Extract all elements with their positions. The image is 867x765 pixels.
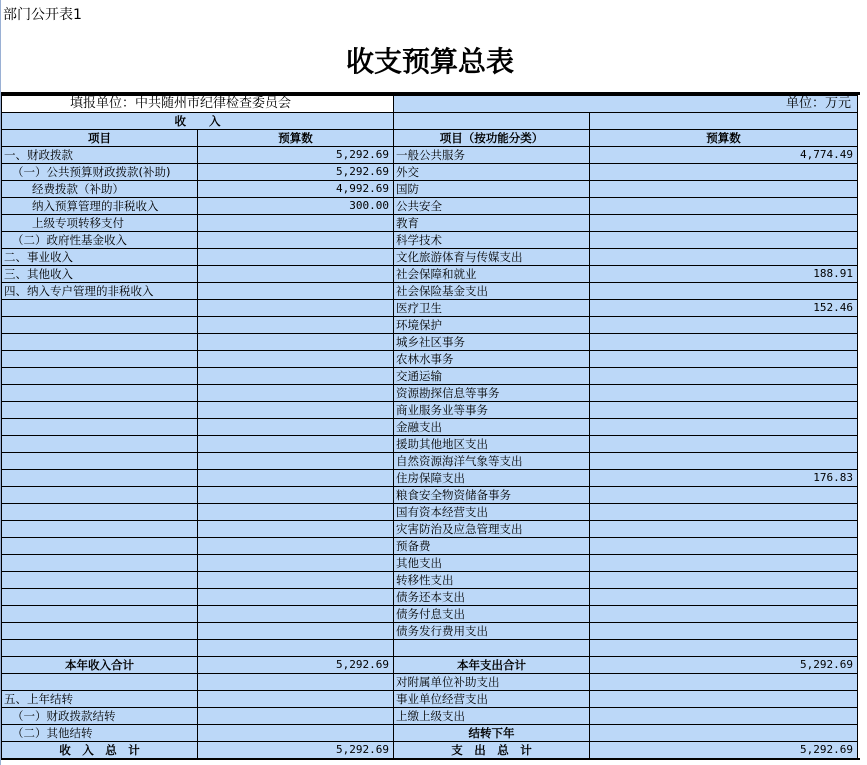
- expense-section-spacer-2: [590, 113, 858, 130]
- table-row: [2, 402, 858, 419]
- page-title: 收支预算总表: [345, 45, 514, 78]
- income-item: [2, 402, 198, 419]
- unit-row: [2, 96, 858, 113]
- table-row: [2, 385, 858, 402]
- income-amount: 5,292.69: [198, 147, 394, 164]
- expense-item: 国防: [394, 181, 590, 198]
- expense-amount: [590, 317, 858, 334]
- expense-amount: [590, 453, 858, 470]
- table-row: [2, 708, 858, 725]
- income-item: [2, 572, 198, 589]
- income-amount: 5,292.69: [198, 164, 394, 181]
- expense-item: 金融支出: [394, 419, 590, 436]
- year-total-row: [2, 657, 858, 674]
- income-amount: [198, 470, 394, 487]
- expense-item: 结转下年: [394, 725, 590, 742]
- income-item: [2, 623, 198, 640]
- table-row: [2, 266, 858, 283]
- expense-amount: [590, 334, 858, 351]
- expense-item: 其他支出: [394, 555, 590, 572]
- table-row: [2, 300, 858, 317]
- table-row: [2, 419, 858, 436]
- table-row: [2, 215, 858, 232]
- expense-item: 自然资源海洋气象等支出: [394, 453, 590, 470]
- income-item: 三、其他收入: [2, 266, 198, 283]
- income-total-label: 本年收入合计: [2, 657, 198, 674]
- expense-item: 社会保障和就业: [394, 266, 590, 283]
- income-item: [2, 334, 198, 351]
- income-amount: [198, 606, 394, 623]
- expense-amount: [590, 504, 858, 521]
- income-item: （二）政府性基金收入: [2, 232, 198, 249]
- expense-amount: 188.91: [590, 266, 858, 283]
- income-item: [2, 436, 198, 453]
- income-item: [2, 555, 198, 572]
- income-amount: 300.00: [198, 198, 394, 215]
- expense-amount: [590, 283, 858, 300]
- income-item: （一）公共预算财政拨款(补助): [2, 164, 198, 181]
- currency-unit: 单位：万元: [394, 96, 858, 113]
- table-row: [2, 164, 858, 181]
- income-item: 纳入预算管理的非税收入: [2, 198, 198, 215]
- income-item: [2, 351, 198, 368]
- expense-item: 债务付息支出: [394, 606, 590, 623]
- table-row: [2, 181, 858, 198]
- income-item: [2, 674, 198, 691]
- expense-item: 上缴上级支出: [394, 708, 590, 725]
- income-amount: [198, 266, 394, 283]
- income-amount: [198, 725, 394, 742]
- expense-amount-header: 预算数: [590, 130, 858, 147]
- table-row: [2, 487, 858, 504]
- expense-item: 预备费: [394, 538, 590, 555]
- expense-item-header: 项目（按功能分类）: [394, 130, 590, 147]
- income-amount: [198, 674, 394, 691]
- income-amount: [198, 300, 394, 317]
- income-amount: [198, 215, 394, 232]
- income-amount: [198, 436, 394, 453]
- table-row: [2, 521, 858, 538]
- table-row: [2, 232, 858, 249]
- expense-item: 灾害防治及应急管理支出: [394, 521, 590, 538]
- table-row: [2, 606, 858, 623]
- income-amount: [198, 402, 394, 419]
- expense-item: 农林水事务: [394, 351, 590, 368]
- expense-item: 科学技术: [394, 232, 590, 249]
- income-item: [2, 538, 198, 555]
- expense-amount: [590, 555, 858, 572]
- expense-item: 文化旅游体育与传媒支出: [394, 249, 590, 266]
- budget-table: [1, 95, 858, 759]
- income-amount: [198, 317, 394, 334]
- expense-item: 公共安全: [394, 198, 590, 215]
- income-amount: [198, 351, 394, 368]
- expense-amount: [590, 351, 858, 368]
- budget-table-body: [2, 96, 858, 759]
- filler-unit: 填报单位：中共随州市纪律检查委员会: [2, 96, 394, 113]
- income-amount: [198, 521, 394, 538]
- income-item: [2, 419, 198, 436]
- expense-item: 住房保障支出: [394, 470, 590, 487]
- expense-item: [394, 640, 590, 657]
- income-amount: [198, 504, 394, 521]
- expense-amount: [590, 521, 858, 538]
- expense-amount: [590, 606, 858, 623]
- table-row: [2, 436, 858, 453]
- table-row: [2, 725, 858, 742]
- income-item: [2, 521, 198, 538]
- income-amount: [198, 368, 394, 385]
- table-row: [2, 249, 858, 266]
- expense-amount: [590, 691, 858, 708]
- section-header-row: [2, 113, 858, 130]
- expense-amount: [590, 487, 858, 504]
- income-item: [2, 470, 198, 487]
- income-amount: [198, 232, 394, 249]
- income-amount: [198, 623, 394, 640]
- income-item: [2, 385, 198, 402]
- income-amount: [198, 555, 394, 572]
- expense-item: 债务还本支出: [394, 589, 590, 606]
- expense-item: 教育: [394, 215, 590, 232]
- expense-amount: 4,774.49: [590, 147, 858, 164]
- income-amount: [198, 334, 394, 351]
- income-amount: [198, 708, 394, 725]
- income-item: [2, 300, 198, 317]
- table-row: [2, 198, 858, 215]
- grand-expense-value: 5,292.69: [590, 742, 858, 759]
- expense-amount: [590, 385, 858, 402]
- expense-amount: [590, 181, 858, 198]
- table-row: [2, 470, 858, 487]
- expense-total-value: 5,292.69: [590, 657, 858, 674]
- table-row: [2, 351, 858, 368]
- expense-amount: 176.83: [590, 470, 858, 487]
- income-item: 五、上年结转: [2, 691, 198, 708]
- expense-amount: [590, 164, 858, 181]
- expense-amount: [590, 674, 858, 691]
- income-item: [2, 453, 198, 470]
- table-row: [2, 589, 858, 606]
- income-amount: [198, 385, 394, 402]
- income-amount-header: 预算数: [198, 130, 394, 147]
- income-item: [2, 504, 198, 521]
- bottom-rule: [1, 758, 860, 760]
- expense-item: 交通运输: [394, 368, 590, 385]
- expense-item: 粮食安全物资储备事务: [394, 487, 590, 504]
- table-row: [2, 623, 858, 640]
- table-row: [2, 147, 858, 164]
- table-row: [2, 317, 858, 334]
- income-amount: [198, 453, 394, 470]
- expense-amount: [590, 572, 858, 589]
- income-amount: [198, 487, 394, 504]
- expense-item: 社会保险基金支出: [394, 283, 590, 300]
- expense-item: 国有资本经营支出: [394, 504, 590, 521]
- income-total-value: 5,292.69: [198, 657, 394, 674]
- expense-item: 债务发行费用支出: [394, 623, 590, 640]
- expense-item: 环境保护: [394, 317, 590, 334]
- income-item: [2, 368, 198, 385]
- grand-expense-label: 支 出 总 计: [394, 742, 590, 759]
- income-amount: [198, 419, 394, 436]
- income-amount: [198, 538, 394, 555]
- income-amount: [198, 572, 394, 589]
- expense-amount: [590, 725, 858, 742]
- table-row: [2, 538, 858, 555]
- expense-amount: [590, 436, 858, 453]
- table-row: [2, 453, 858, 470]
- income-amount: [198, 283, 394, 300]
- grand-total-row: [2, 742, 858, 759]
- table-row: [2, 572, 858, 589]
- table-row: [2, 334, 858, 351]
- expense-item: 转移性支出: [394, 572, 590, 589]
- expense-amount: 152.46: [590, 300, 858, 317]
- table-row: [2, 555, 858, 572]
- expense-item: 商业服务业等事务: [394, 402, 590, 419]
- income-section-header: 收 入: [2, 113, 394, 130]
- table-row: [2, 368, 858, 385]
- expense-amount: [590, 589, 858, 606]
- income-item: 上级专项转移支付: [2, 215, 198, 232]
- expense-item: 援助其他地区支出: [394, 436, 590, 453]
- column-header-row: [2, 130, 858, 147]
- expense-amount: [590, 232, 858, 249]
- expense-item: 事业单位经营支出: [394, 691, 590, 708]
- expense-amount: [590, 640, 858, 657]
- expense-amount: [590, 419, 858, 436]
- expense-amount: [590, 198, 858, 215]
- expense-amount: [590, 708, 858, 725]
- table-row: [2, 640, 858, 657]
- table-row: [2, 674, 858, 691]
- income-item: [2, 317, 198, 334]
- income-item: [2, 640, 198, 657]
- income-item: （一）财政拨款结转: [2, 708, 198, 725]
- income-item: [2, 589, 198, 606]
- expense-item: 一般公共服务: [394, 147, 590, 164]
- income-item: 四、纳入专户管理的非税收入: [2, 283, 198, 300]
- income-item: [2, 487, 198, 504]
- expense-item: 对附属单位补助支出: [394, 674, 590, 691]
- income-amount: [198, 640, 394, 657]
- income-item: 一、财政拨款: [2, 147, 198, 164]
- grand-income-label: 收 入 总 计: [2, 742, 198, 759]
- table-row: [2, 504, 858, 521]
- expense-item: 资源勘探信息等事务: [394, 385, 590, 402]
- expense-amount: [590, 249, 858, 266]
- income-amount: [198, 691, 394, 708]
- expense-total-label: 本年支出合计: [394, 657, 590, 674]
- expense-amount: [590, 368, 858, 385]
- expense-item: 城乡社区事务: [394, 334, 590, 351]
- document-label: 部门公开表1: [3, 7, 82, 23]
- expense-amount: [590, 623, 858, 640]
- expense-section-spacer: [394, 113, 590, 130]
- expense-amount: [590, 538, 858, 555]
- income-item: （二）其他结转: [2, 725, 198, 742]
- table-row: [2, 283, 858, 300]
- expense-amount: [590, 402, 858, 419]
- income-item: [2, 606, 198, 623]
- income-amount: 4,992.69: [198, 181, 394, 198]
- table-row: [2, 691, 858, 708]
- income-amount: [198, 589, 394, 606]
- expense-item: 外交: [394, 164, 590, 181]
- income-item-header: 项目: [2, 130, 198, 147]
- income-item: 二、事业收入: [2, 249, 198, 266]
- income-item: 经费拨款（补助）: [2, 181, 198, 198]
- grand-income-value: 5,292.69: [198, 742, 394, 759]
- expense-amount: [590, 215, 858, 232]
- income-amount: [198, 249, 394, 266]
- expense-item: 医疗卫生: [394, 300, 590, 317]
